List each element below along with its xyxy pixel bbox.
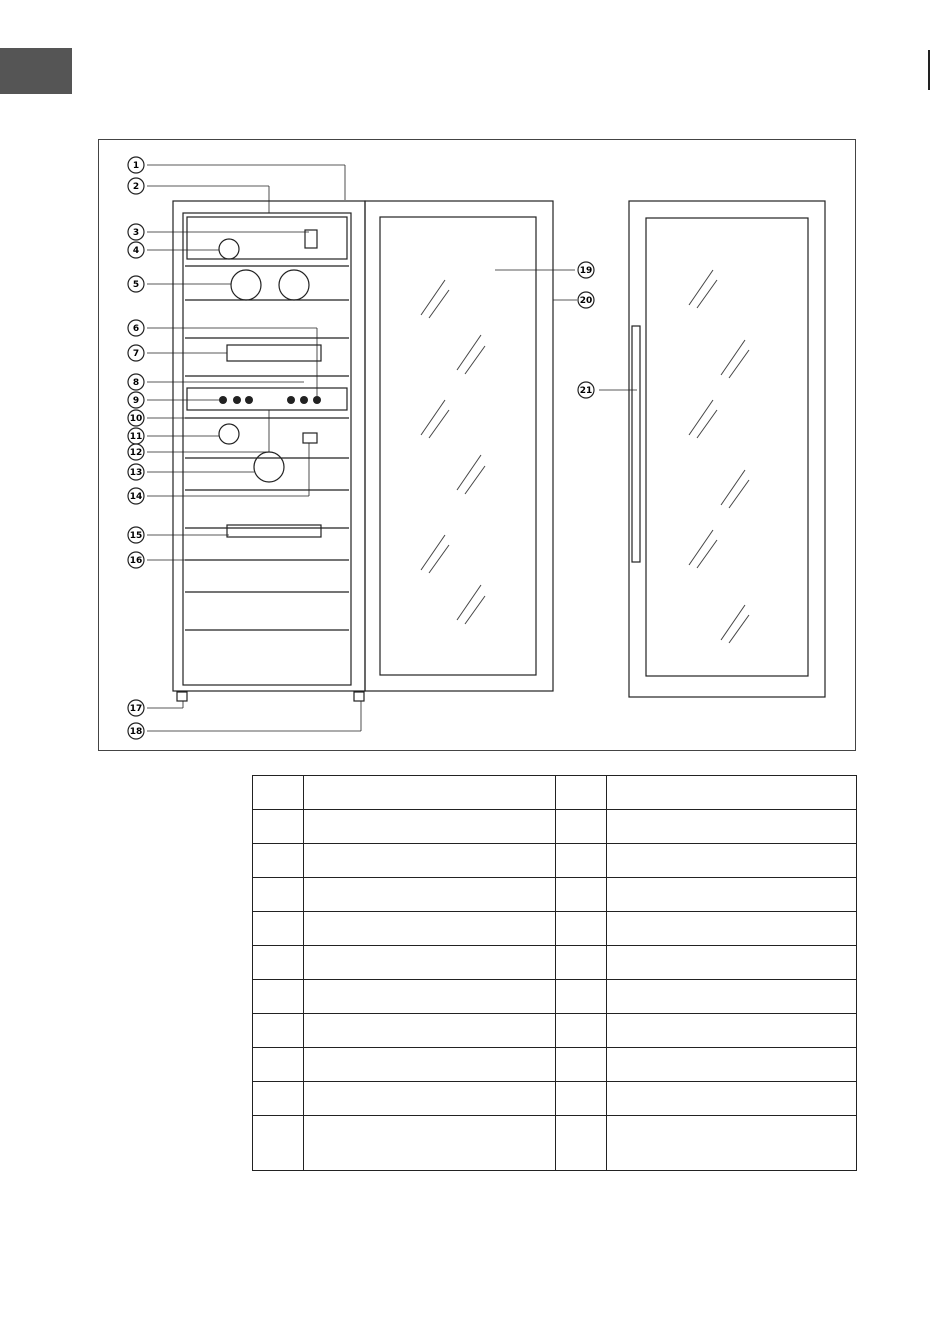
- part-number-cell: [253, 1116, 304, 1171]
- part-description-cell: [304, 912, 556, 946]
- lower-fan: [254, 452, 284, 482]
- part-number-cell: [253, 980, 304, 1014]
- callout-label: 3: [132, 228, 140, 238]
- diagram-svg: [99, 140, 857, 752]
- lower-knob: [219, 424, 239, 444]
- top-panel: [187, 217, 347, 259]
- appliance-diagram: [98, 139, 856, 751]
- closed-unit-glass: [646, 218, 808, 676]
- callout-6: [128, 320, 144, 336]
- callout-label: 13: [129, 468, 143, 478]
- part-number-cell: [556, 946, 607, 980]
- table-row: [253, 810, 857, 844]
- upper-light: [305, 230, 317, 248]
- part-number-cell: [253, 946, 304, 980]
- part-number-cell: [556, 810, 607, 844]
- table-row: [253, 1082, 857, 1116]
- part-number-cell: [253, 878, 304, 912]
- upper-fan-left: [231, 270, 261, 300]
- callout-11: [128, 428, 144, 444]
- part-description-cell: [304, 1116, 556, 1171]
- part-number-cell: [253, 1082, 304, 1116]
- callout-label: 14: [129, 492, 143, 502]
- foot-right: [354, 692, 364, 701]
- upper-knob: [219, 239, 239, 259]
- upper-fan-right: [279, 270, 309, 300]
- callout-14: [128, 488, 144, 504]
- callout-label: 20: [579, 296, 593, 306]
- table-row: [253, 1014, 857, 1048]
- part-description-cell: [607, 1014, 857, 1048]
- callout-label: 16: [129, 556, 143, 566]
- language-tab: [0, 48, 72, 94]
- part-description-cell: [607, 980, 857, 1014]
- table-row: [253, 1116, 857, 1171]
- part-description-cell: [607, 1116, 857, 1171]
- door-glass-open: [380, 217, 536, 675]
- part-description-cell: [607, 776, 857, 810]
- callout-label: 5: [132, 280, 140, 290]
- callout-3: [128, 224, 144, 240]
- callout-label: 17: [129, 704, 143, 714]
- callout-18: [128, 723, 144, 739]
- part-description-cell: [304, 1014, 556, 1048]
- lower-light: [303, 433, 317, 443]
- callout-12: [128, 444, 144, 460]
- callout-label: 1: [132, 161, 140, 171]
- part-description-cell: [304, 1082, 556, 1116]
- part-description-cell: [607, 844, 857, 878]
- callout-label: 19: [579, 266, 593, 276]
- callout-label: 7: [132, 349, 140, 359]
- part-number-cell: [556, 912, 607, 946]
- part-number-cell: [253, 844, 304, 878]
- callout-8: [128, 374, 144, 390]
- part-number-cell: [556, 1014, 607, 1048]
- part-number-cell: [556, 1048, 607, 1082]
- callout-19: [578, 262, 594, 278]
- callout-16: [128, 552, 144, 568]
- callout-label: 6: [132, 324, 140, 334]
- callout-label: 4: [132, 246, 140, 256]
- part-number-cell: [556, 1082, 607, 1116]
- callout-label: 15: [129, 531, 143, 541]
- callout-15: [128, 527, 144, 543]
- part-description-cell: [304, 844, 556, 878]
- table-row: [253, 844, 857, 878]
- table-row: [253, 980, 857, 1014]
- part-description-cell: [304, 878, 556, 912]
- leader-lines: [147, 165, 637, 731]
- callout-13: [128, 464, 144, 480]
- callout-21: [578, 382, 594, 398]
- callout-17: [128, 700, 144, 716]
- callout-label: 2: [132, 182, 140, 192]
- table-row: [253, 946, 857, 980]
- part-description-cell: [304, 810, 556, 844]
- callout-label: 8: [132, 378, 140, 388]
- page-edge-mark: [928, 50, 930, 90]
- glass-reflections: [421, 270, 749, 643]
- part-number-cell: [556, 980, 607, 1014]
- part-number-cell: [253, 776, 304, 810]
- callout-label: 10: [129, 414, 143, 424]
- callout-7: [128, 345, 144, 361]
- shelves: [185, 266, 349, 630]
- callout-2: [128, 178, 144, 194]
- callout-9: [128, 392, 144, 408]
- callout-markers: [128, 157, 594, 739]
- part-number-cell: [556, 844, 607, 878]
- callout-10: [128, 410, 144, 426]
- control-panel: [187, 388, 347, 410]
- table-row: [253, 1048, 857, 1082]
- part-description-cell: [607, 912, 857, 946]
- part-number-cell: [556, 1116, 607, 1171]
- control-buttons: [219, 396, 321, 404]
- lower-vent: [227, 525, 321, 537]
- part-number-cell: [253, 810, 304, 844]
- callout-4: [128, 242, 144, 258]
- part-description-cell: [607, 878, 857, 912]
- callout-label: 11: [129, 432, 143, 442]
- callout-label: 12: [129, 448, 143, 458]
- closed-unit-frame: [629, 201, 825, 697]
- part-description-cell: [304, 1048, 556, 1082]
- table-row: [253, 912, 857, 946]
- callout-label: 18: [129, 727, 143, 737]
- parts-table: [252, 775, 857, 1171]
- part-description-cell: [607, 946, 857, 980]
- door-handle: [632, 326, 640, 562]
- callout-label: 21: [579, 386, 593, 396]
- part-number-cell: [556, 878, 607, 912]
- part-description-cell: [607, 810, 857, 844]
- part-description-cell: [304, 776, 556, 810]
- part-description-cell: [607, 1082, 857, 1116]
- callout-20: [578, 292, 594, 308]
- part-description-cell: [607, 1048, 857, 1082]
- callout-5: [128, 276, 144, 292]
- table-row: [253, 878, 857, 912]
- table-row: [253, 776, 857, 810]
- upper-vent: [227, 345, 321, 361]
- foot-left: [177, 692, 187, 701]
- part-description-cell: [304, 946, 556, 980]
- callout-1: [128, 157, 144, 173]
- part-number-cell: [253, 1048, 304, 1082]
- part-number-cell: [556, 776, 607, 810]
- part-number-cell: [253, 1014, 304, 1048]
- part-number-cell: [253, 912, 304, 946]
- callout-label: 9: [132, 396, 140, 406]
- part-description-cell: [304, 980, 556, 1014]
